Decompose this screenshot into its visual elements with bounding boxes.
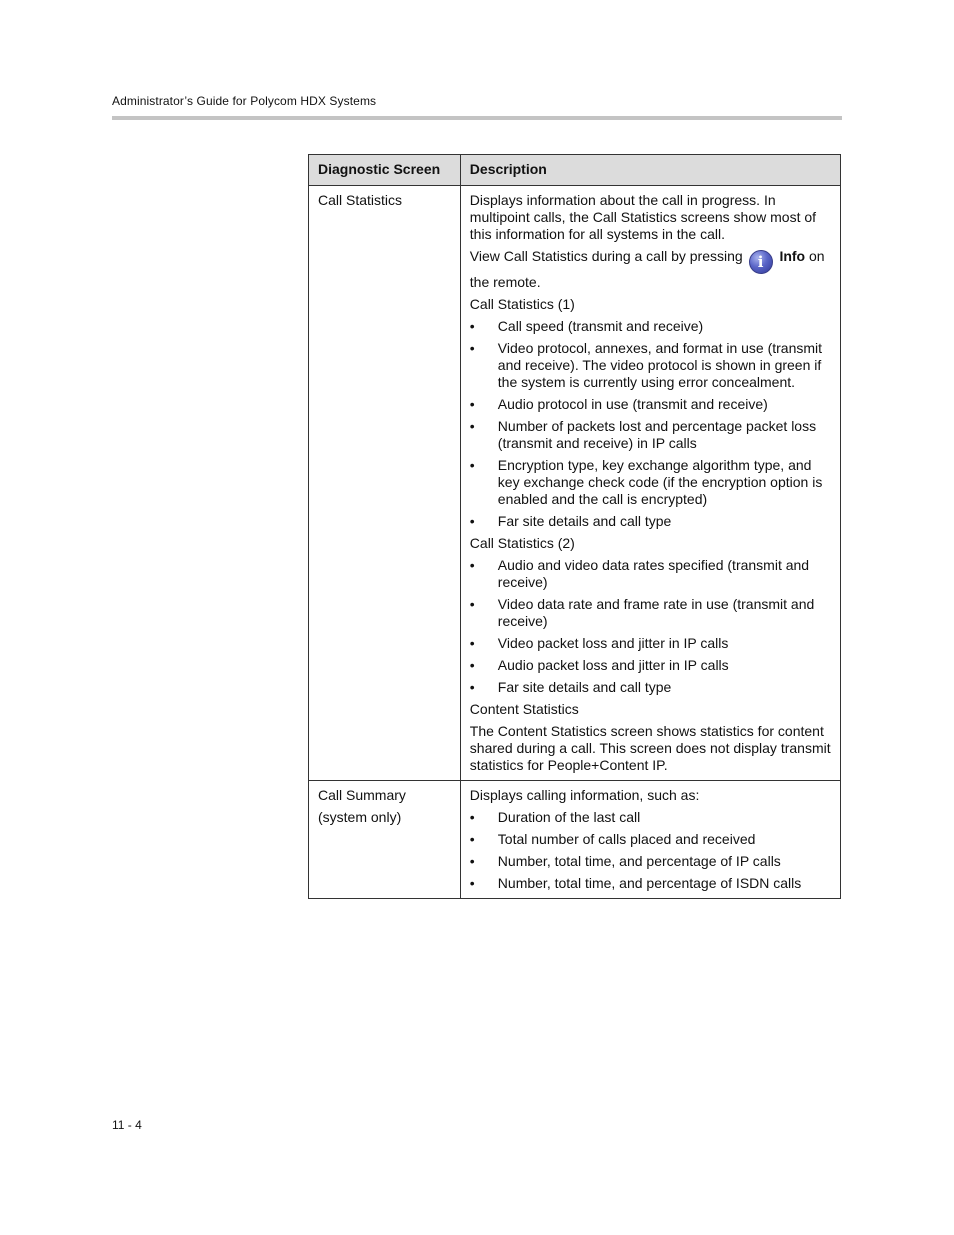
cell-screen-name	[309, 781, 461, 899]
cell-description	[460, 781, 840, 899]
call-statistics-intro: Displays information about the call in progress. In multipoint calls, the Call Statistics screens show most of this information for all systems in the call.	[469, 192, 817, 242]
list-item-text: Number of packets lost and percentage packet loss (transmit and receive) in IP calls	[497, 418, 817, 451]
list-item-text: Far site details and call type	[497, 513, 672, 529]
list-item	[470, 418, 831, 452]
list-item	[470, 557, 831, 591]
table-row-call-summary	[309, 781, 841, 899]
list-item-text: Video protocol, annexes, and format in use (transmit and receive). The video protocol is shown in green if the system is currently using error concealment.	[497, 340, 823, 390]
info-key-label: Info	[779, 248, 806, 264]
page-number: 11 - 4	[112, 1118, 142, 1132]
header-rule	[112, 116, 842, 120]
list-item-text: Far site details and call type	[497, 679, 672, 695]
content-statistics-heading: Content Statistics	[469, 701, 579, 717]
info-icon: i	[749, 250, 773, 274]
list-item-text: Number, total time, and percentage of IP calls	[497, 853, 781, 869]
column-header-description: Description	[460, 155, 840, 186]
list-item	[470, 318, 831, 335]
bullet-glyph: •	[469, 418, 475, 434]
list-item-text: Encryption type, key exchange algorithm type, and key exchange check code (if the encryption option is enabled and the call is encrypted)	[497, 457, 823, 507]
screen-name-call-statistics: Call Statistics	[318, 192, 403, 208]
list-item-text: Audio packet loss and jitter in IP calls	[497, 657, 729, 673]
bullet-glyph: •	[469, 340, 475, 356]
list-item-text: Video packet loss and jitter in IP calls	[497, 635, 729, 651]
list-item-text: Duration of the last call	[497, 809, 641, 825]
bullet-glyph: •	[469, 657, 475, 673]
screen-name-call-summary: Call Summary	[318, 787, 406, 803]
bullet-glyph: •	[469, 396, 475, 412]
bullet-glyph: •	[469, 318, 475, 334]
column-header-diagnostic-screen: Diagnostic Screen	[309, 155, 461, 186]
list-item-text: Call speed (transmit and receive)	[497, 318, 704, 334]
bullet-glyph: •	[469, 596, 475, 612]
bullet-glyph: •	[469, 809, 475, 825]
list-item	[470, 657, 831, 674]
list-item	[470, 809, 831, 826]
bullet-glyph: •	[469, 635, 475, 651]
list-item-text: Audio and video data rates specified (transmit and receive)	[497, 557, 810, 590]
running-header: Administrator’s Guide for Polycom HDX Systems	[112, 94, 377, 108]
bullet-glyph: •	[469, 557, 475, 573]
list-item-text: Total number of calls placed and received	[497, 831, 756, 847]
view-instructions	[470, 248, 831, 291]
bullet-glyph: •	[469, 853, 475, 869]
list-item	[470, 457, 831, 508]
bullet-glyph: •	[469, 875, 475, 891]
list-item	[470, 875, 831, 892]
view-instructions-prefix: View Call Statistics during a call by pressing	[469, 248, 743, 264]
bullet-glyph: •	[469, 831, 475, 847]
bullet-glyph: •	[469, 679, 475, 695]
list-item-text: Audio protocol in use (transmit and receive)	[497, 396, 768, 412]
list-item	[470, 853, 831, 870]
view-instructions-suffix: on the remote.	[469, 248, 825, 290]
content-statistics-text: The Content Statistics screen shows statistics for content shared during a call. This screen does not display transmit statistics for People+Content IP.	[469, 723, 831, 773]
table-row-call-statistics	[309, 186, 841, 781]
stats1-heading: Call Statistics (1)	[469, 296, 575, 312]
list-item	[470, 513, 831, 530]
diagnostic-screens-table	[308, 154, 841, 899]
list-item	[470, 679, 831, 696]
cell-description	[460, 186, 840, 781]
bullet-glyph: •	[469, 513, 475, 529]
stats2-heading: Call Statistics (2)	[469, 535, 575, 551]
screen-qualifier: (system only)	[318, 809, 402, 825]
list-item	[470, 340, 831, 391]
cell-screen-name	[309, 186, 461, 781]
list-item	[470, 831, 831, 848]
list-item	[470, 635, 831, 652]
list-item	[470, 596, 831, 630]
bullet-glyph: •	[469, 457, 475, 473]
list-item-text: Number, total time, and percentage of ISDN calls	[497, 875, 802, 891]
list-item-text: Video data rate and frame rate in use (transmit and receive)	[497, 596, 815, 629]
call-summary-intro: Displays calling information, such as:	[469, 787, 700, 803]
table-header-row	[309, 155, 841, 186]
list-item	[470, 396, 831, 413]
